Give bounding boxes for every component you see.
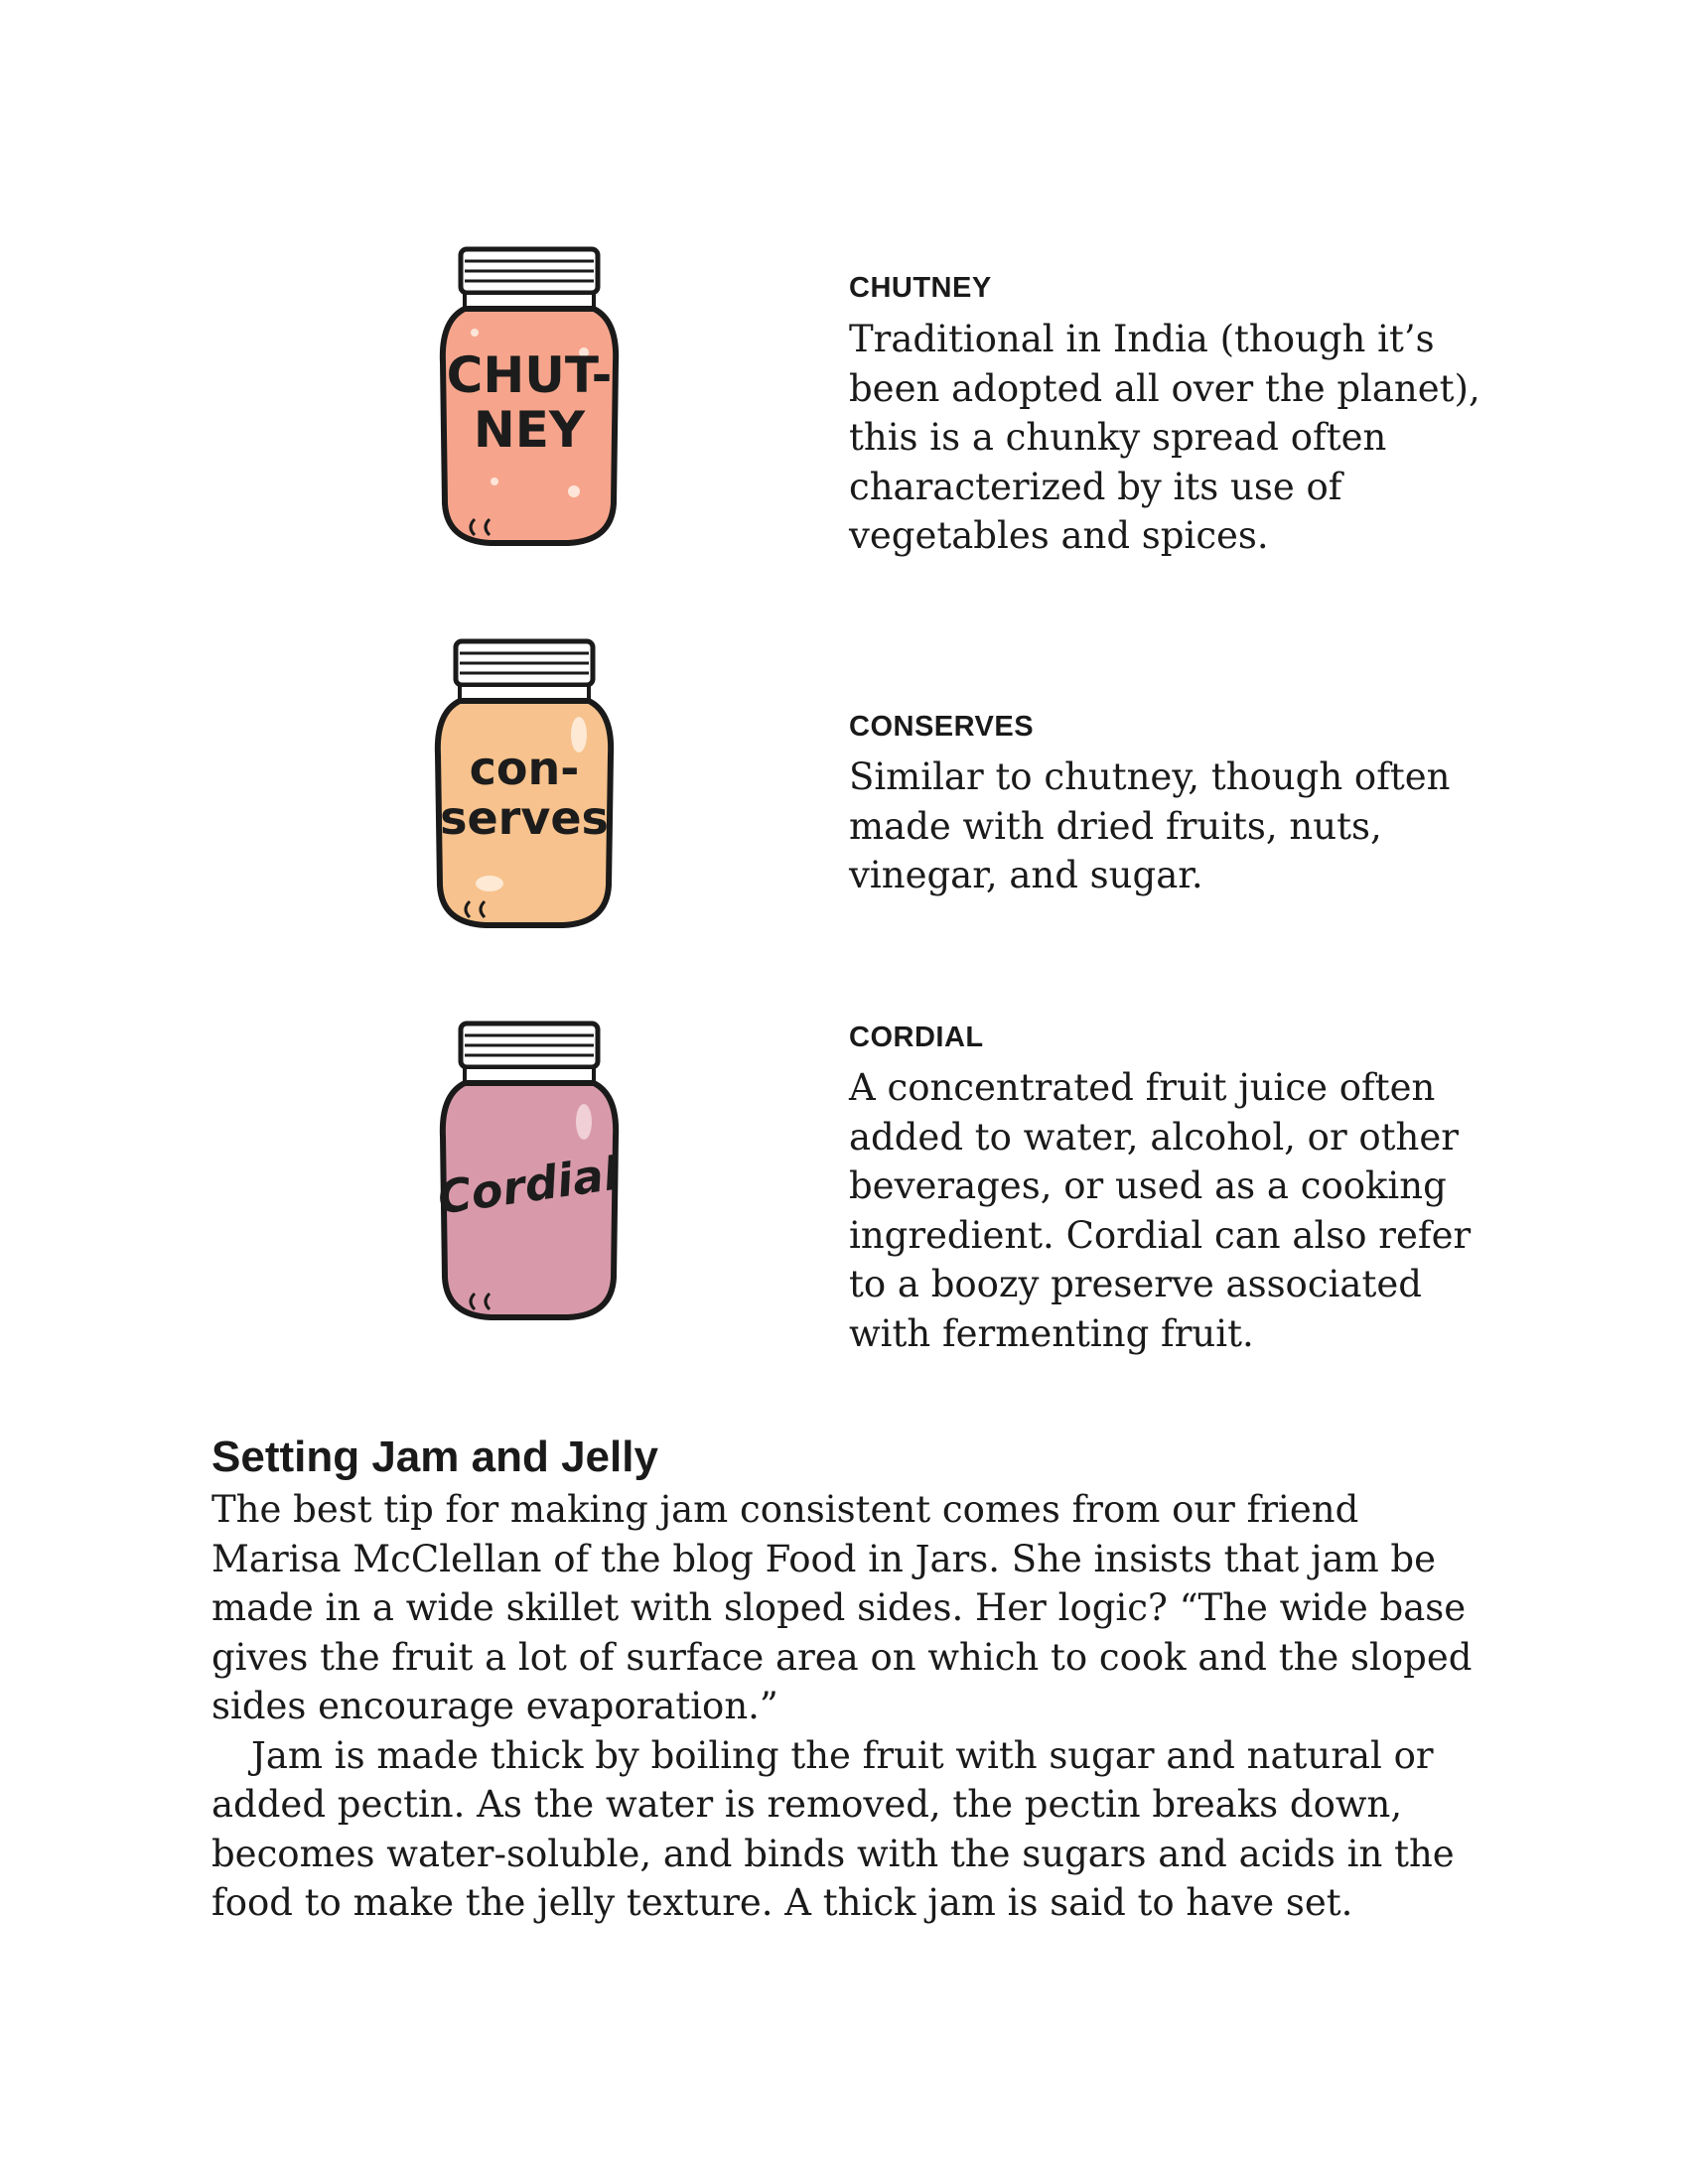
- jar-label-line: con-: [469, 742, 580, 795]
- cordial-jar-illustration: [435, 1018, 624, 1325]
- term-heading: CONSERVES: [849, 711, 1035, 743]
- conserves-jar-illustration: [430, 635, 619, 933]
- section-heading: Setting Jam and Jelly: [211, 1433, 658, 1481]
- term-heading: CORDIAL: [849, 1022, 984, 1053]
- jar-label-line: serves: [440, 791, 609, 845]
- jar-label-line: CHUT-: [446, 346, 613, 404]
- section-paragraph: Jam is made thick by boiling the fruit with sugar and natural or added pectin. As the water is removed, the pectin breaks down, becomes water-soluble, and binds with the sugars and acids in the food to make the jelly texture. A thick jam is said to have set.: [211, 1733, 1455, 1924]
- term-description: Traditional in India (though it’s been adopted all over the planet), this is a chunky spread often characterized by its use of vegetables and spices.: [849, 318, 1480, 557]
- jar-label-line: NEY: [473, 401, 586, 459]
- section-paragraph: The best tip for making jam consistent comes from our friend Marisa McClellan of the blog Food in Jars. She insists that jam be made in a wide skillet with sloped sides. Her logic? “The wide base gives the fruit a lot of surface area on which to cook and the sloped sides encourage evaporation.”: [211, 1488, 1473, 1727]
- term-description: Similar to chutney, though often made with dried fruits, nuts, vinegar, and sugar.: [849, 755, 1451, 896]
- term-heading: CHUTNEY: [849, 272, 992, 304]
- chutney-jar-illustration: [435, 243, 624, 551]
- setting-jam-section: [211, 1430, 1502, 1928]
- jar-label-line: Cordial: [435, 1146, 623, 1225]
- term-description: A concentrated fruit juice often added to water, alcohol, or other beverages, or used as a cooking ingredient. Cordial can also refer to a boozy preserve associated with fermenting fruit.: [849, 1066, 1472, 1355]
